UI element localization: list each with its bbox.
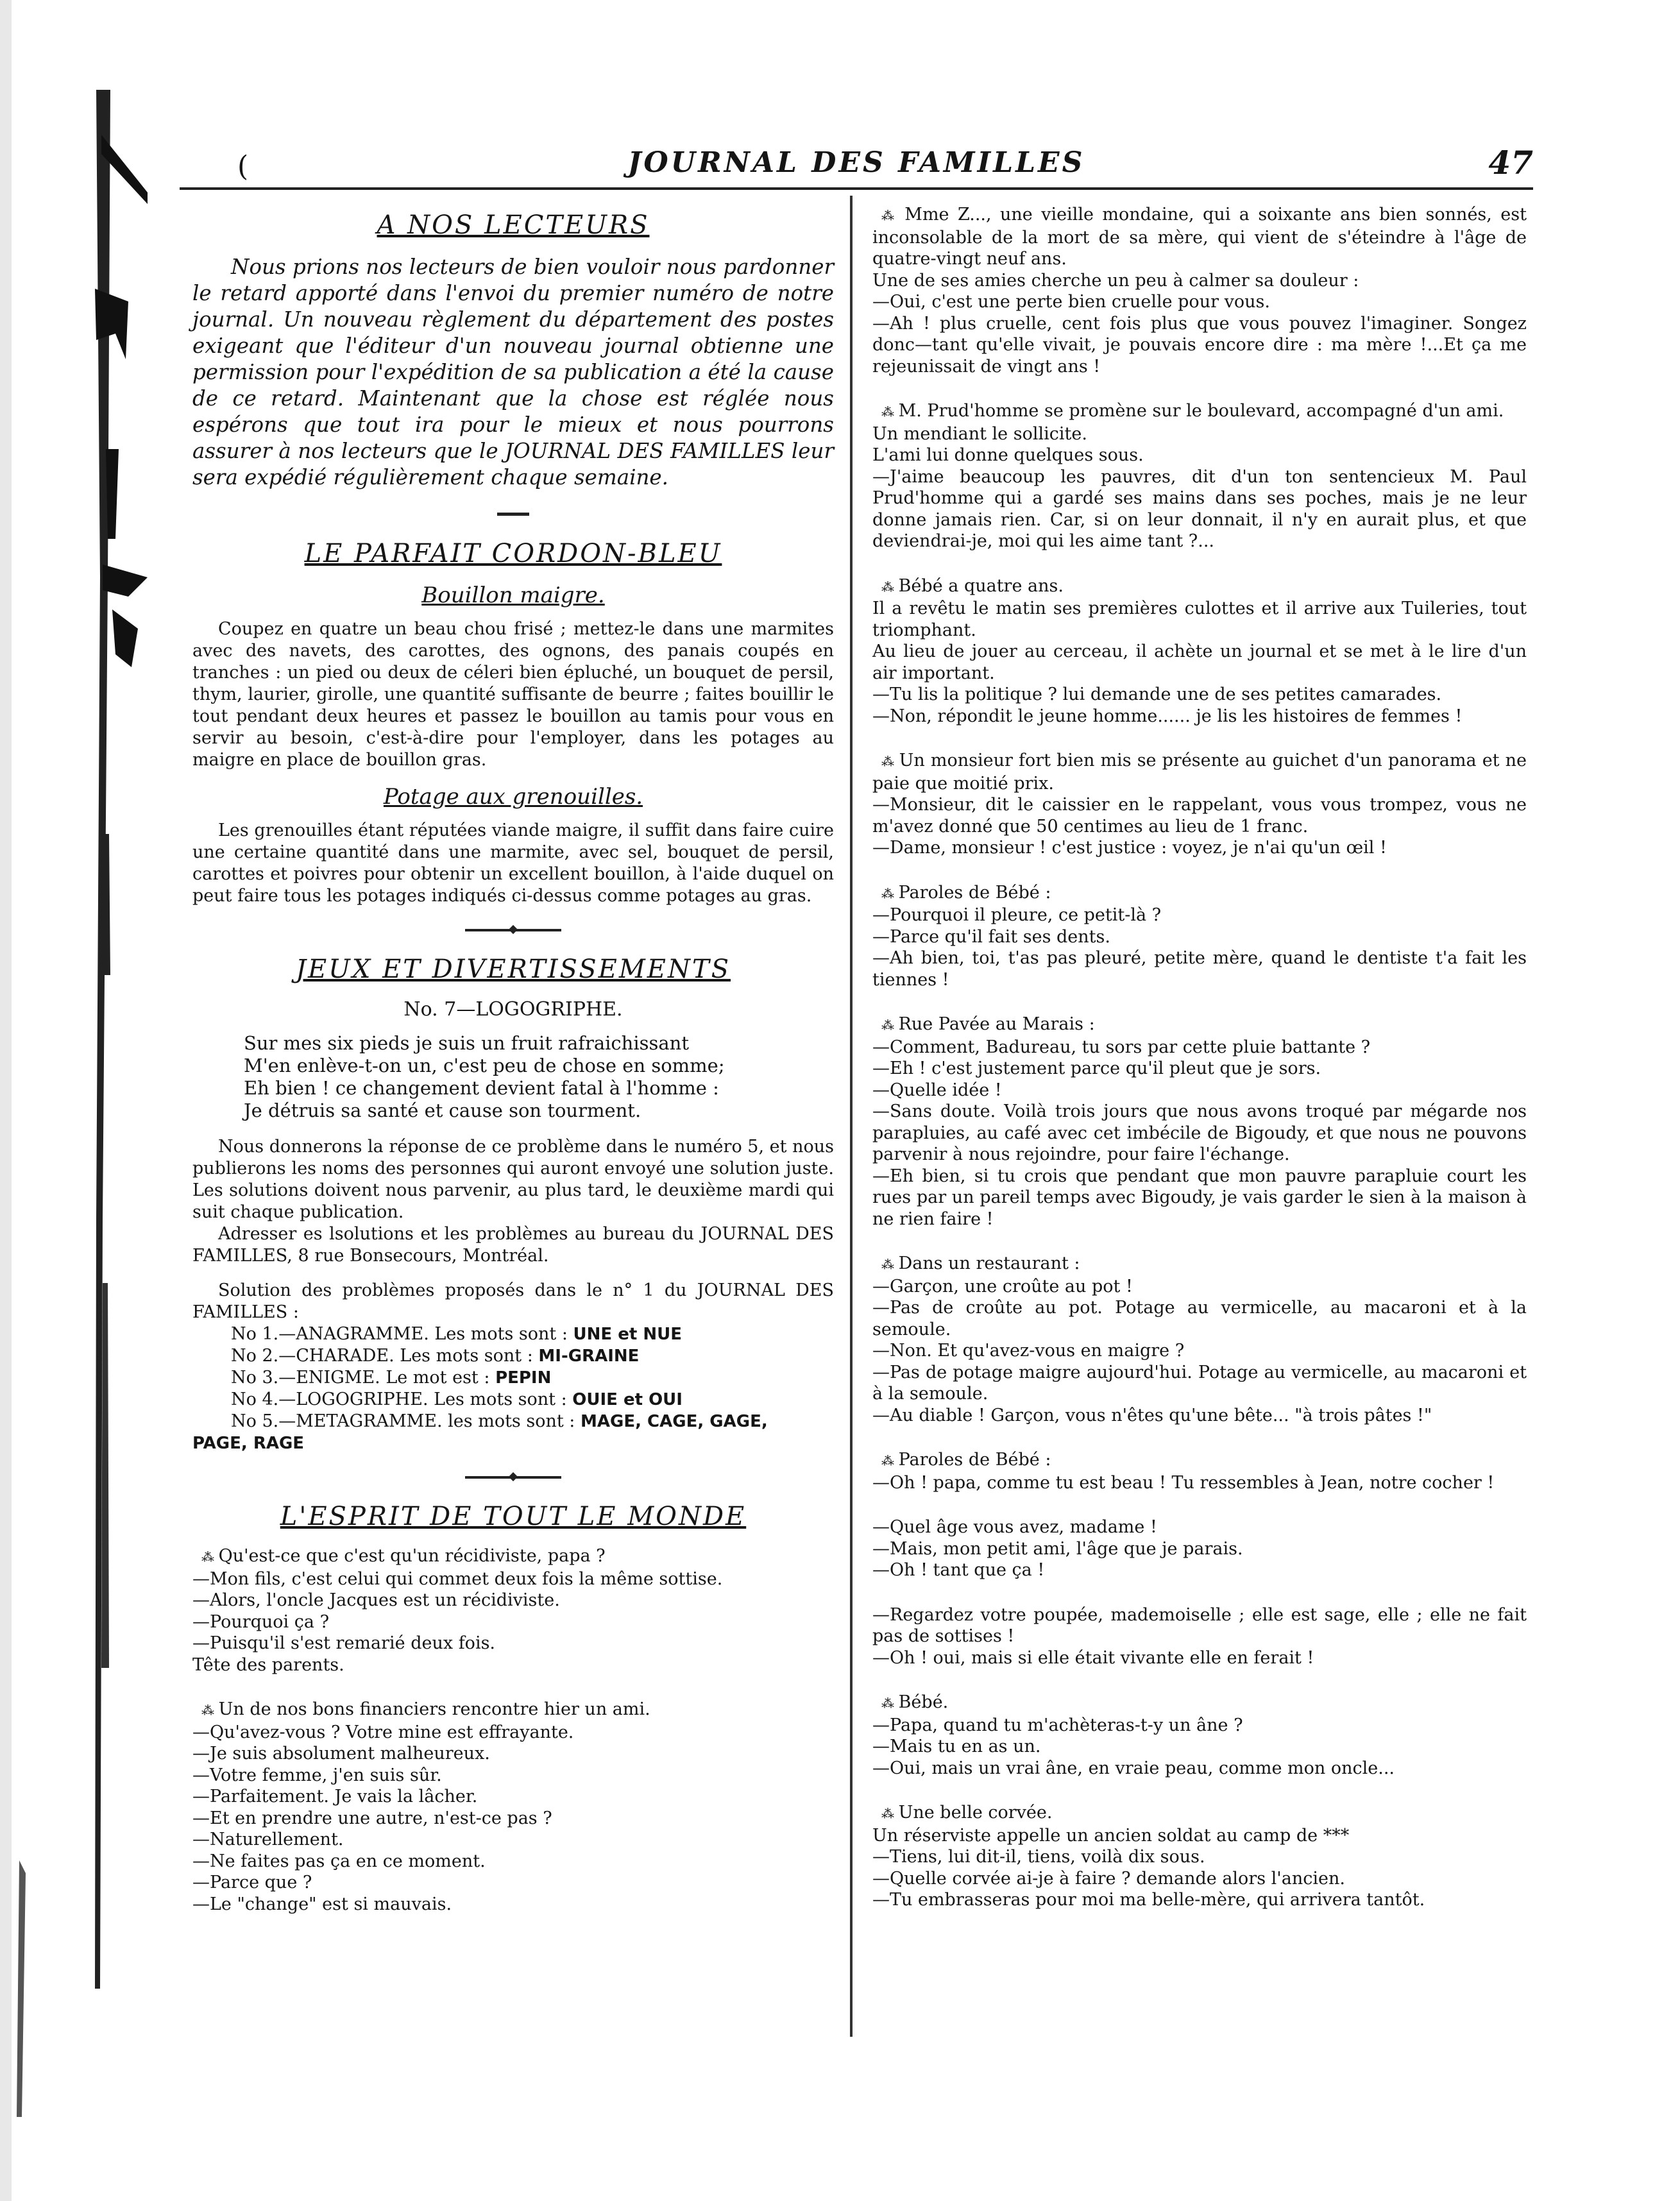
solution-item: No 3.—ENIGME. Le mot est : PEPIN (231, 1368, 552, 1388)
section-title: JEUX ET DIVERTISSEMENTS (295, 955, 731, 984)
poem-line: Je détruis sa santé et cause son tourment. (244, 1100, 641, 1121)
notice-text: Adresser es lsolutions et les problèmes au bureau du JOURNAL DES FAMILLES, 8 rue Bonsecours, Montréal. (192, 1224, 834, 1266)
asterism-icon: ⁂ (201, 1549, 213, 1565)
recipe-title: Potage aux grenouilles. (383, 784, 643, 810)
solution-item: No 5.—METAGRAMME. les mots sont : MAGE, CAGE, GAGE, (231, 1411, 768, 1431)
solutions-list (231, 1323, 834, 1432)
poem-line: M'en enlève-t-on un, c'est peu de chose en somme; (244, 1055, 725, 1076)
recipe-text: Coupez en quatre un beau chou frisé ; mettez-le dans une marmites avec des navets, des carottes, des ognons, des panais coupés en tranches : un pied ou deux de céleri bien épluché, un bouquet de persil, thym, laurier, girolle, une quantité suffisante de beurre ; faites bouillir le tout pendant deux heures et passez le bouillon au tamis pour vous en servir au besoin, c'est-à-dire pour l'employer, dans les potages au maigre en place de bouillon gras. (192, 619, 834, 770)
binding-edge-shadow (0, 0, 167, 2201)
asterism-icon: ⁂ (881, 754, 894, 769)
asterism-icon: ⁂ (881, 885, 893, 901)
right-column (872, 204, 1527, 1934)
solution-item: No 1.—ANAGRAMME. Les mots sont : UNE et NUE (231, 1324, 682, 1344)
recipe-title: Bouillon maigre. (421, 582, 605, 608)
anecdote: ⁂ Une belle corvée. Un réserviste appelle un ancien soldat au camp de *** —Tiens, lui dit-il, tiens, voilà dix sous. —Quelle corvée ai-je à faire ? demande alors l'ancien. —Tu embrasseras pour moi ma belle-mère, qui arrivera tantôt. (872, 1803, 1425, 1910)
asterism-icon: ⁂ (881, 1806, 893, 1821)
section-title: A NOS LECTEURS (377, 210, 650, 240)
asterism-icon: ⁂ (881, 1453, 893, 1468)
asterism-icon: ⁂ (881, 1017, 893, 1033)
asterism-icon: ⁂ (881, 1695, 893, 1711)
asterism-icon: ⁂ (881, 208, 896, 223)
puzzle-title: No. 7—LOGOGRIPHE. (403, 998, 623, 1021)
solution-item: No 2.—CHARADE. Les mots sont : MI-GRAINE (231, 1346, 640, 1366)
section-title: L'ESPRIT DE TOUT LE MONDE (280, 1502, 747, 1531)
puzzle-poem (244, 1032, 834, 1122)
anecdote: ⁂ Paroles de Bébé : —Oh ! papa, comme tu est beau ! Tu ressembles à Jean, notre cocher ! (872, 1450, 1495, 1493)
running-header (180, 141, 1533, 192)
asterism-icon: ⁂ (881, 404, 893, 420)
anecdote: ⁂ Bébé. —Papa, quand tu m'achèteras-t-y un âne ? —Mais tu en as un. —Oui, mais un vrai âne, en vraie peau, comme mon oncle... (872, 1692, 1395, 1778)
section-nos-lecteurs (192, 210, 834, 491)
poem-line: Sur mes six pieds je suis un fruit rafraichissant (244, 1032, 689, 1054)
anecdote: ⁂ M. Prud'homme se promène sur le boulevard, accompagné d'un ami. Un mendiant le sollicite. L'ami lui donne quelques sous. —J'aime beaucoup les pauvres, dit d'un ton sentencieux M. Paul Prud'homme qui a gardé ses mains dans ses poches, mais je ne leur donne jamais rien. Car, si on leur donnait, il n'y en aurait plus, et que deviendrai-je, moi qui les aime tant ?... (872, 401, 1527, 551)
anecdote: ⁂ Qu'est-ce que c'est qu'un récidiviste, papa ? —Mon fils, c'est celui qui commet deux fois la même sottise. —Alors, l'oncle Jacques est un récidiviste. —Pourquoi ça ? —Puisqu'il s'est remarié deux fois. Tête des parents. (192, 1546, 723, 1675)
page-number: 47 (1488, 144, 1533, 182)
header-mark: ( (237, 150, 249, 183)
column-divider (850, 196, 853, 2037)
anecdote: ⁂ Mme Z..., une vieille mondaine, qui a soixante ans bien sonnés, est inconsolable de la mort de sa mère, qui vient de s'éteindre à l'âge de quatre-vingt neuf ans. Une de ses amies cherche un peu à calmer sa douleur : —Oui, c'est une perte bien cruelle pour vous. —Ah ! plus cruelle, cent fois plus que vous pouvez l'imaginer. Songez donc—tant qu'elle vivait, je pouvais encore dire : ma mère !...Et ça me rejeunissait de vingt ans ! (872, 205, 1527, 377)
separator (465, 929, 561, 931)
anecdote: —Regardez votre poupée, mademoiselle ; elle est sage, elle ; elle ne fait pas de sottises ! —Oh ! oui, mais si elle était vivante elle en ferait ! (872, 1604, 1527, 1668)
separator (497, 513, 529, 516)
section-esprit (192, 1502, 834, 1915)
anecdote: ⁂ Un monsieur fort bien mis se présente au guichet d'un panorama et ne paie que moitié prix. —Monsieur, dit le caissier en le rappelant, vous vous trompez, vous ne m'avez donné que 50 centimes au lieu de 1 franc. —Dame, monsieur ! c'est justice : voyez, je n'ai qu'un œil ! (872, 751, 1527, 858)
section-jeux (192, 955, 834, 1454)
solution-item: No 4.—LOGOGRIPHE. Les mots sont : OUIE et OUI (231, 1389, 683, 1409)
solution-continued: PAGE, RAGE (192, 1434, 305, 1453)
header-rule (180, 187, 1533, 190)
section-title: LE PARFAIT CORDON-BLEU (304, 539, 722, 568)
asterism-icon: ⁂ (201, 1703, 213, 1718)
separator (465, 1476, 561, 1479)
anecdote: ⁂ Rue Pavée au Marais : —Comment, Badureau, tu sors par cette pluie battante ? —Eh ! c'est justement parce qu'il pleut que je sors. —Quelle idée ! —Sans doute. Voilà trois jours que nous avons troqué par mégarde nos parapluies, au café avec cet imbécile de Bigoudy, et que nous ne pouvons parvenir à nous rejoindre, pour faire l'échange. —Eh bien, si tu crois que pendant que mon pauvre parapluie court les rues par un pareil temps avec Bigoudy, je vais garder le sien à la maison à ne rien faire ! (872, 1014, 1527, 1229)
anecdote: ⁂ Paroles de Bébé : —Pourquoi il pleure, ce petit-là ? —Parce qu'il fait ses dents. —Ah bien, toi, t'as pas pleuré, petite mère, quand le dentiste t'a fait les tiennes ! (872, 882, 1527, 990)
poem-line: Eh bien ! ce changement devient fatal à l'homme : (244, 1077, 719, 1099)
anecdote: ⁂ Bébé a quatre ans. Il a revêtu le matin ses premières culottes et il arrive aux Tuileries, tout triomphant. Au lieu de jouer au cerceau, il achète un journal et se met à le lire d'un air important. —Tu lis la politique ? lui demande une de ses petites camarades. —Non, répondit le jeune homme...... je lis les histoires de femmes ! (872, 575, 1527, 726)
section-cordon-bleu (192, 539, 834, 907)
asterism-icon: ⁂ (881, 1257, 893, 1272)
anecdote: ⁂ Un de nos bons financiers rencontre hier un ami. —Qu'avez-vous ? Votre mine est effrayante. —Je suis absolument malheureux. —Votre femme, j'en suis sûr. —Parfaitement. Je vais la lâcher. —Et en prendre une autre, n'est-ce pas ? —Naturellement. —Ne faites pas ça en ce moment. —Parce que ? —Le "change" est si mauvais. (192, 1699, 650, 1914)
anecdote: ⁂ Dans un restaurant : —Garçon, une croûte au pot ! —Pas de croûte au pot. Potage au vermicelle, au macaroni et à la semoule. —Non. Et qu'avez-vous en maigre ? —Pas de potage maigre aujourd'hui. Potage au vermicelle, au macaroni et à la semoule. —Au diable ! Garçon, vous n'êtes qu'une bête... "à trois pâtes !" (872, 1253, 1527, 1425)
left-column (192, 199, 834, 1938)
notice-text: Solution des problèmes proposés dans le n° 1 du JOURNAL DES FAMILLES : (192, 1280, 834, 1322)
journal-title: JOURNAL DES FAMILLES (627, 146, 1085, 179)
asterism-icon: ⁂ (881, 579, 893, 595)
notice-text: Nous donnerons la réponse de ce problème dans le numéro 5, et nous publierons les noms des personnes qui auront envoyé une solution juste. Les solutions doivent nous parvenir, au plus tard, le deuxième mardi qui suit chaque publication. (192, 1137, 834, 1222)
anecdote: —Quel âge vous avez, madame ! —Mais, mon petit ami, l'âge que je parais. —Oh ! tant que ça ! (872, 1517, 1243, 1580)
recipe-text: Les grenouilles étant réputées viande maigre, il suffit dans faire cuire une certaine quantité dans une marmite, avec sel, bouquet de persil, carottes et poivres pour obtenir un excellent bouillon, à l'aide duquel on peut faire tous les potages indiqués ci-dessus comme potages au gras. (192, 820, 834, 906)
intro-paragraph: Nous prions nos lecteurs de bien vouloir nous pardonner le retard apporté dans l'envoi du premier numéro de notre journal. Un nouveau règlement du département des postes exigeant que l'éditeur d'un nouveau journal obtienne une permission pour l'expédition de sa publication a été la cause de ce retard. Maintenant que la chose est réglée nous espérons que tout ira pour le mieux et nous pourrons assurer à nos lecteurs que le JOURNAL DES FAMILLES leur sera expédié régulièrement chaque semaine. (192, 255, 834, 489)
